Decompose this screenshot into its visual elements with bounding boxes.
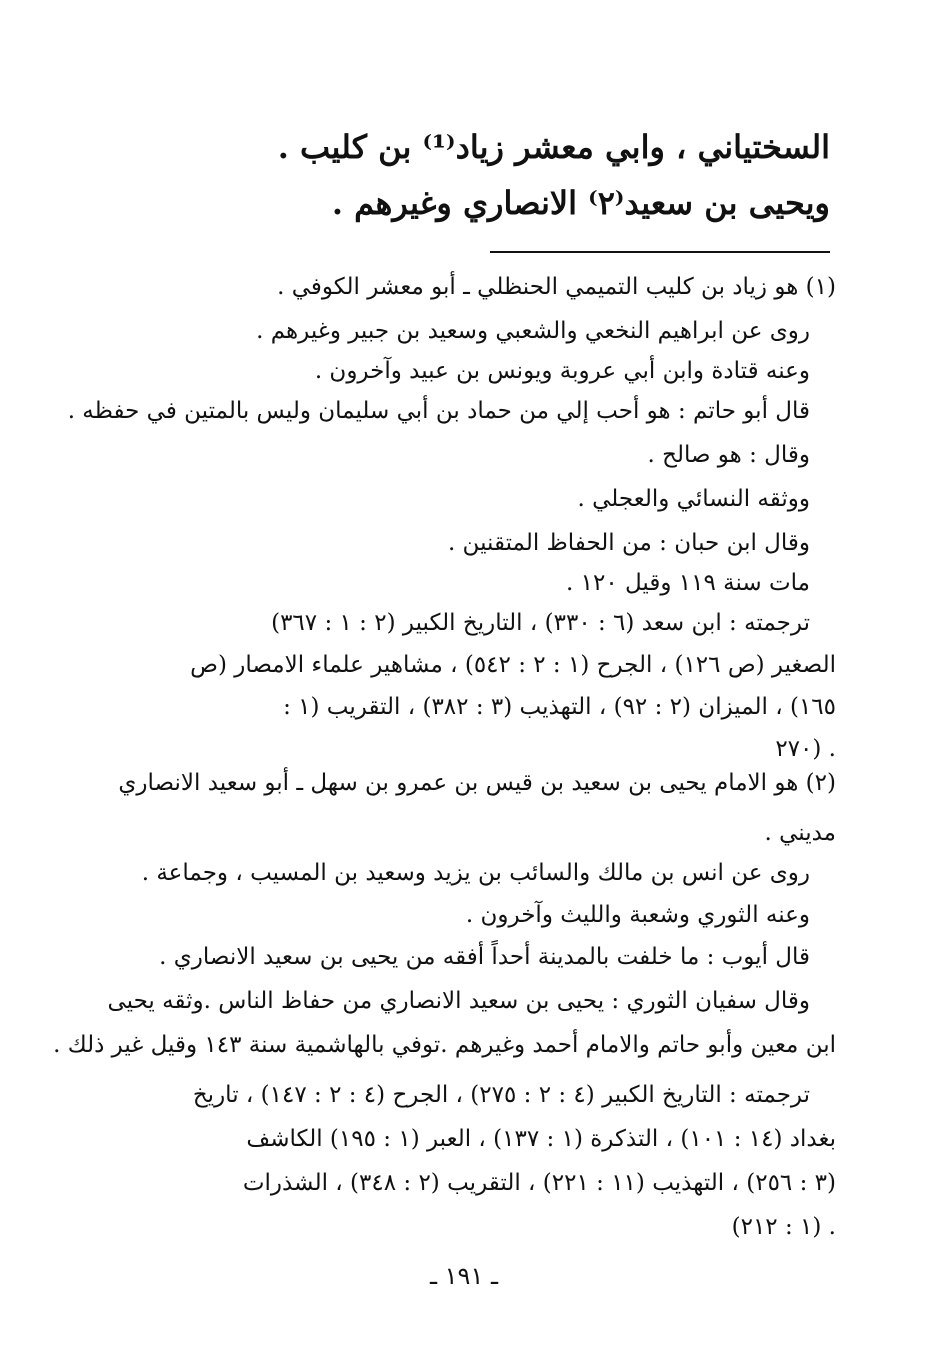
footnote-line: وعنه الثوري وشعبة والليث وآخرون . xyxy=(465,902,810,928)
footnote-line: روى عن ابراهيم النخعي والشعبي وسعيد بن جبير وغيرهم . xyxy=(256,318,810,344)
footnote-line: قال أيوب : ما خلفت بالمدينة أحداً أفقه من يحيى بن سعيد الانصاري . xyxy=(159,944,810,970)
footnote-1-heading: (١) هو زياد بن كليب التميمي الحنظلي ـ أبو معشر الكوفي . xyxy=(277,274,836,300)
footnote-line: وقال ابن حبان : من الحفاظ المتقنين . xyxy=(447,530,810,556)
footnote-line: ترجمته : التاريخ الكبير (٤ : ٢ : ٢٧٥) ، الجرح (٤ : ٢ : ١٤٧) ، تاريخ xyxy=(192,1082,810,1108)
footnote-line: وقال سفيان الثوري : يحيى بن سعيد الانصاري من حفاظ الناس .وثقه يحيى xyxy=(107,988,810,1014)
main-text-line-2: ويحيى بن سعيد⁽٢⁾ الانصاري وغيرهم . xyxy=(331,184,830,222)
footnote-line: مات سنة ١١٩ وقيل ١٢٠ . xyxy=(566,570,810,596)
footnote-line: (٣ : ٢٥٦) ، التهذيب (١١ : ٢٢١) ، التقريب (٢ : ٣٤٨) ، الشذرات xyxy=(242,1170,836,1196)
footnote-line: مديني . xyxy=(764,820,836,846)
footnote-line: قال أبو حاتم : هو أحب إلي من حماد بن أبي سليمان وليس بالمتين في حفظه . xyxy=(67,398,810,424)
footnote-line: ٢٧٠) . xyxy=(775,736,836,762)
footnote-2-heading: (٢) هو الامام يحيى بن سعيد بن قيس بن عمرو بن سهل ـ أبو سعيد الانصاري xyxy=(118,770,836,796)
footnote-line: وعنه قتادة وابن أبي عروبة ويونس بن عبيد وآخرون . xyxy=(314,358,810,384)
main-text-line-1: السختياني ، وابي معشر زياد⁽¹⁾ بن كليب . xyxy=(277,128,830,166)
footnote-line: الصغير (ص ١٢٦) ، الجرح (١ : ٢ : ٥٤٢) ، مشاهير علماء الامصار (ص xyxy=(190,652,836,678)
footnote-separator xyxy=(490,251,830,253)
footnote-line: بغداد (١٤ : ١٠١) ، التذكرة (١ : ١٣٧) ، العبر (١ : ١٩٥) الكاشف xyxy=(246,1126,836,1152)
footnote-line: ترجمته : ابن سعد (٦ : ٣٣٠) ، التاريخ الكبير (٢ : ١ : ٣٦٧) xyxy=(271,610,810,636)
footnote-line: ١٦٥) ، الميزان (٢ : ٩٢) ، التهذيب (٣ : ٣٨٢) ، التقريب (١ : xyxy=(283,694,836,720)
footnote-line: وقال : هو صالح . xyxy=(647,442,810,468)
footnote-line: ووثقه النسائي والعجلي . xyxy=(577,486,810,512)
footnote-line: (١ : ٢١٢) . xyxy=(731,1214,836,1240)
page-number: ـ ١٩١ ـ xyxy=(429,1262,498,1290)
footnote-line: ابن معين وأبو حاتم والامام أحمد وغيرهم .توفي بالهاشمية سنة ١٤٣ وقيل غير ذلك . xyxy=(53,1032,836,1058)
footnote-line: روى عن انس بن مالك والسائب بن يزيد وسعيد بن المسيب ، وجماعة . xyxy=(141,860,810,886)
